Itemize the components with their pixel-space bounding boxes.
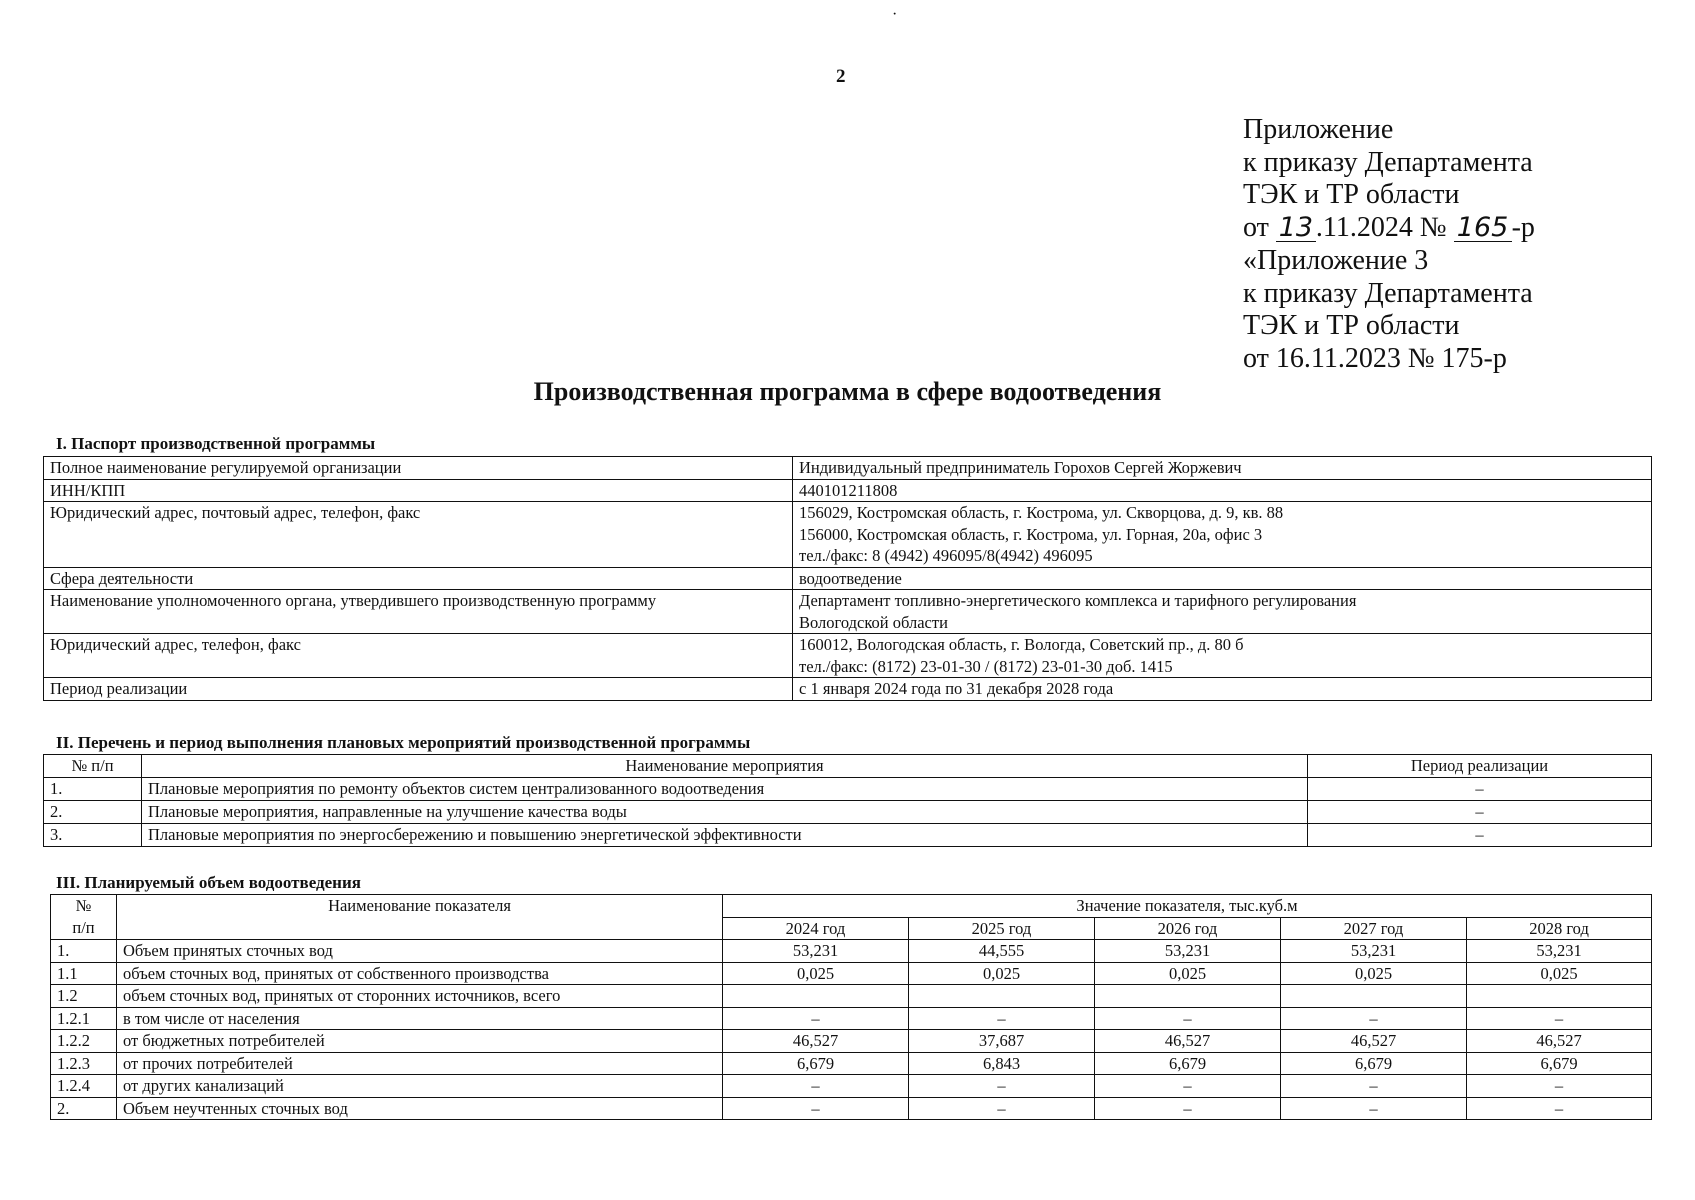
table-row <box>44 824 1652 847</box>
measure-period: – <box>1308 778 1652 801</box>
table-row <box>51 1075 1652 1098</box>
value-cell <box>1281 985 1467 1008</box>
row-number: 1. <box>51 940 117 963</box>
value-cell: 37,687 <box>909 1030 1095 1053</box>
appendix-line: ТЭК и ТР области <box>1243 179 1460 211</box>
year-header: 2028 год <box>1467 917 1652 940</box>
value-cell: 0,025 <box>723 962 909 985</box>
year-header: 2026 год <box>1095 917 1281 940</box>
handwritten-day: 13 <box>1276 215 1316 242</box>
indicator-name: в том числе от населения <box>117 1007 723 1030</box>
value-cell: – <box>1281 1007 1467 1030</box>
value-cell: 6,679 <box>1467 1052 1652 1075</box>
appendix-line: к приказу Департамента <box>1243 277 1533 309</box>
appendix-line: от 16.11.2023 № 175-р <box>1243 342 1507 374</box>
table-row <box>51 985 1652 1008</box>
passport-value: водоотведение <box>793 567 1652 590</box>
row-number: 1.2.3 <box>51 1052 117 1075</box>
indicator-name: от бюджетных потребителей <box>117 1030 723 1053</box>
passport-table <box>43 456 1652 701</box>
value-cell: – <box>1095 1075 1281 1098</box>
row-number: 2. <box>51 1097 117 1120</box>
table-row <box>51 1030 1652 1053</box>
value-cell: – <box>909 1007 1095 1030</box>
volume-table <box>50 894 1652 1120</box>
passport-value: Департамент топливно-энергетического комплекса и тарифного регулирования Вологодской области <box>793 590 1652 634</box>
passport-value: 440101211808 <box>793 479 1652 502</box>
value-cell: – <box>723 1007 909 1030</box>
row-number: 1.2.2 <box>51 1030 117 1053</box>
measure-name: Плановые мероприятия, направленные на улучшение качества воды <box>142 801 1308 824</box>
section-2-title: II. Перечень и период выполнения плановых мероприятий производственной программы <box>56 733 751 752</box>
value-cell: 53,231 <box>1281 940 1467 963</box>
value-cell: – <box>1281 1097 1467 1120</box>
passport-label: Период реализации <box>44 678 793 701</box>
table-row <box>44 678 1652 701</box>
section-3-title: III. Планируемый объем водоотведения <box>56 873 361 892</box>
row-number: 1.2.1 <box>51 1007 117 1030</box>
value-cell: – <box>723 1075 909 1098</box>
passport-label: Наименование уполномоченного органа, утвердившего производственную программу <box>44 590 793 634</box>
passport-label: Полное наименование регулируемой организации <box>44 457 793 480</box>
row-number: 1.2.4 <box>51 1075 117 1098</box>
indicator-name: от других канализаций <box>117 1075 723 1098</box>
value-cell: – <box>723 1097 909 1120</box>
row-number: 1.2 <box>51 985 117 1008</box>
appendix-date-line <box>1243 212 1535 245</box>
table-row <box>44 479 1652 502</box>
passport-value: 156029, Костромская область, г. Кострома, ул. Скворцова, д. 9, кв. 88 156000, Костромская область, г. Кострома, ул. Горная, 20а, офис 3 тел./факс: 8 (4942) 496095/8(4942) 496095 <box>793 502 1652 568</box>
row-number: 3. <box>44 824 142 847</box>
passport-label: Юридический адрес, телефон, факс <box>44 634 793 678</box>
table-row <box>44 502 1652 568</box>
passport-value: Индивидуальный предприниматель Горохов Сергей Жоржевич <box>793 457 1652 480</box>
value-cell: – <box>1095 1097 1281 1120</box>
passport-label: Сфера деятельности <box>44 567 793 590</box>
indicator-name: объем сточных вод, принятых от сторонних источников, всего <box>117 985 723 1008</box>
column-header-value: Значение показателя, тыс.куб.м <box>723 895 1652 918</box>
indicator-name: объем сточных вод, принятых от собственного производства <box>117 962 723 985</box>
value-cell: 44,555 <box>909 940 1095 963</box>
appendix-date-suffix: -р <box>1511 212 1535 244</box>
stray-dot: · <box>892 6 898 23</box>
column-header: Период реализации <box>1308 755 1652 778</box>
value-cell: 0,025 <box>909 962 1095 985</box>
table-header-row <box>44 755 1652 778</box>
appendix-line: ТЭК и ТР области <box>1243 310 1460 342</box>
value-cell: 46,527 <box>1467 1030 1652 1053</box>
document-title: Производственная программа в сфере водоотведения <box>533 377 1162 406</box>
row-number: 2. <box>44 801 142 824</box>
table-row <box>51 940 1652 963</box>
indicator-name: от прочих потребителей <box>117 1052 723 1075</box>
handwritten-order-number: 165 <box>1454 215 1512 242</box>
table-row <box>51 1052 1652 1075</box>
value-cell: – <box>1281 1075 1467 1098</box>
value-cell: 6,679 <box>1281 1052 1467 1075</box>
value-cell: 0,025 <box>1095 962 1281 985</box>
section-1-title: I. Паспорт производственной программы <box>56 434 376 453</box>
passport-label: ИНН/КПП <box>44 479 793 502</box>
passport-label: Юридический адрес, почтовый адрес, телефон, факс <box>44 502 793 568</box>
table-row <box>44 457 1652 480</box>
value-cell: 46,527 <box>1095 1030 1281 1053</box>
value-cell: 46,527 <box>1281 1030 1467 1053</box>
value-cell: – <box>909 1075 1095 1098</box>
appendix-line: Приложение <box>1243 114 1394 145</box>
row-number: 1.1 <box>51 962 117 985</box>
value-cell: 53,231 <box>1095 940 1281 963</box>
measure-period: – <box>1308 824 1652 847</box>
indicator-name: Объем неучтенных сточных вод <box>117 1097 723 1120</box>
year-header: 2025 год <box>909 917 1095 940</box>
table-row <box>51 1097 1652 1120</box>
table-row <box>44 634 1652 678</box>
measure-name: Плановые мероприятия по энергосбережению и повышению энергетической эффективности <box>142 824 1308 847</box>
table-row <box>44 801 1652 824</box>
passport-value: 160012, Вологодская область, г. Вологда, Советский пр., д. 80 б тел./факс: (8172) 23-01-30 / (8172) 23-01-30 доб. 1415 <box>793 634 1652 678</box>
indicator-name: Объем принятых сточных вод <box>117 940 723 963</box>
value-cell: 46,527 <box>723 1030 909 1053</box>
column-header: Наименование мероприятия <box>142 755 1308 778</box>
value-cell: 6,843 <box>909 1052 1095 1075</box>
value-cell <box>723 985 909 1008</box>
value-cell: – <box>909 1097 1095 1120</box>
value-cell <box>1467 985 1652 1008</box>
table-row <box>51 962 1652 985</box>
measure-name: Плановые мероприятия по ремонту объектов систем централизованного водоотведения <box>142 778 1308 801</box>
value-cell: 6,679 <box>1095 1052 1281 1075</box>
value-cell <box>909 985 1095 1008</box>
value-cell: – <box>1467 1097 1652 1120</box>
value-cell: – <box>1467 1007 1652 1030</box>
column-header-number: № п/п <box>51 895 117 940</box>
value-cell: 53,231 <box>1467 940 1652 963</box>
year-header: 2024 год <box>723 917 909 940</box>
table-row <box>51 1007 1652 1030</box>
value-cell: 6,679 <box>723 1052 909 1075</box>
row-number: 1. <box>44 778 142 801</box>
measure-period: – <box>1308 801 1652 824</box>
measures-table <box>43 754 1652 847</box>
value-cell <box>1095 985 1281 1008</box>
table-row <box>44 778 1652 801</box>
appendix-date-middle: .11.2024 № <box>1315 212 1447 244</box>
value-cell: – <box>1095 1007 1281 1030</box>
column-header: № п/п <box>44 755 142 778</box>
passport-value: с 1 января 2024 года по 31 декабря 2028 года <box>793 678 1652 701</box>
table-header-row <box>51 895 1652 918</box>
value-cell: 53,231 <box>723 940 909 963</box>
value-cell: 0,025 <box>1467 962 1652 985</box>
value-cell: 0,025 <box>1281 962 1467 985</box>
appendix-block <box>1243 114 1535 376</box>
table-row <box>44 590 1652 634</box>
page-number: 2 <box>836 66 846 87</box>
value-cell: – <box>1467 1075 1652 1098</box>
appendix-line: к приказу Департамента <box>1243 146 1533 178</box>
table-row <box>44 567 1652 590</box>
appendix-line: «Приложение 3 <box>1243 244 1429 276</box>
column-header-name: Наименование показателя <box>117 895 723 940</box>
appendix-date-prefix: от <box>1243 212 1269 244</box>
year-header: 2027 год <box>1281 917 1467 940</box>
